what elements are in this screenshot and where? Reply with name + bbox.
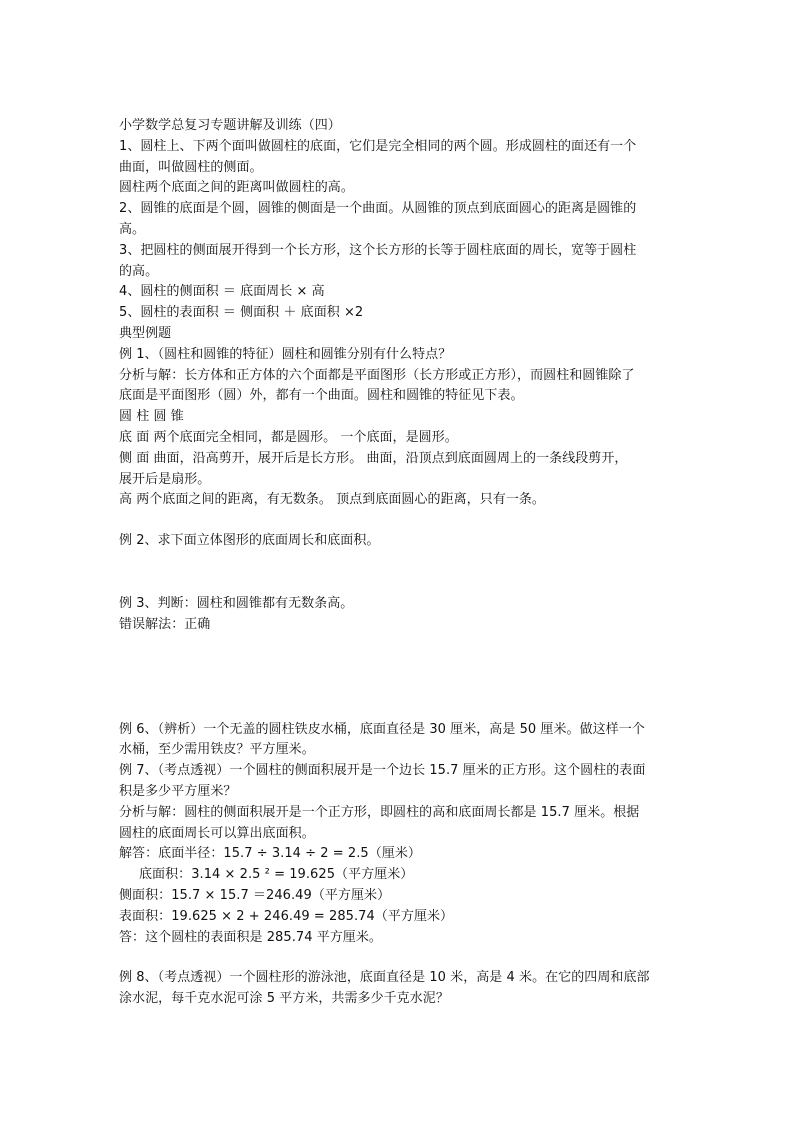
document-title: 小学数学总复习专题讲解及训练（四） [119,118,341,133]
example-6-line-2: 水桶，至少需用铁皮？平方厘米。 [119,742,315,758]
example-1-analysis-line-2: 底面是平面图形（圆）外，都有一个曲面。圆柱和圆锥的特征见下表。 [119,388,524,404]
example-7-line-2: 积是多少平方厘米？ [119,783,237,799]
comparison-row-height: 高 两个底面之间的距离，有无数条。 顶点到底面圆心的距离，只有一条。 [119,492,545,508]
example-3-wrong-solution: 错误解法：正确 [119,616,211,632]
example-7-analysis-line-2: 圆柱的底面周长可以算出底面积。 [119,825,315,841]
example-8-line-2: 涂水泥，每千克水泥可涂 5 平方米，共需多少千克水泥？ [119,991,449,1007]
example-1-analysis-line-1: 分析与解：长方体和正方体的六个面都是平面图形（长方形或正方形），而圆柱和圆锥除了 [119,367,635,383]
document-body [119,116,679,1010]
example-8-line-1: 例 8、（考点透视）一个圆柱形的游泳池，底面直径是 10 米，高是 4 米。在它的四周和底部 [119,970,650,986]
comparison-row-side-line-1: 侧 面 曲面，沿高剪开，展开后是长方形。 曲面，沿顶点到底面圆周上的一条线段剪开， [119,450,628,466]
example-7-solution-radius: 解答：底面半径：15.7 ÷ 3.14 ÷ 2 = 2.5（厘米） [119,846,421,862]
spacer [119,636,679,720]
point-4-formula: 4、圆柱的侧面积 ＝ 底面周长 × 高 [119,284,325,300]
point-1-line-3: 圆柱两个底面之间的距离叫做圆柱的高。 [119,180,354,196]
point-5-formula: 5、圆柱的表面积 ＝ 侧面积 ＋ 底面积 ×2 [119,305,364,321]
section-heading-examples: 典型例题 [119,325,172,341]
point-2-line-2: 高。 [119,221,146,237]
example-7-solution-side-area: 侧面积：15.7 × 15.7 ＝246.49（平方厘米） [119,887,391,903]
point-1-line-1: 1、圆柱上、下两个面叫做圆柱的底面，它们是完全相同的两个圆。形成圆柱的面还有一个 [119,138,637,154]
spacer [119,552,679,594]
comparison-row-side-line-2: 展开后是扇形。 [119,471,211,487]
comparison-row-base: 底 面 两个底面完全相同，都是圆形。 一个底面，是圆形。 [119,429,458,445]
example-6-line-1: 例 6、（辨析）一个无盖的圆柱铁皮水桶，底面直径是 30 厘米，高是 50 厘米。做这样一个 [119,721,645,737]
point-2-line-1: 2、圆锥的底面是个圆，圆锥的侧面是一个曲面。从圆锥的顶点到底面圆心的距离是圆锥的 [119,201,637,217]
example-3-question: 例 3、判断：圆柱和圆锥都有无数条高。 [119,595,354,611]
example-7-answer: 答：这个圆柱的表面积是 285.74 平方厘米。 [119,929,382,945]
point-3-line-2: 的高。 [119,263,159,279]
point-1-line-2: 曲面，叫做圆柱的侧面。 [119,159,263,175]
example-7-solution-base-area: 底面积：3.14 × 2.5 ² = 19.625（平方厘米） [139,867,414,883]
comparison-table-header: 圆 柱 圆 锥 [119,409,184,425]
example-2-question: 例 2、求下面立体图形的底面周长和底面积。 [119,533,380,549]
example-7-solution-surface-area: 表面积：19.625 × 2 + 246.49 = 285.74（平方厘米） [119,908,454,924]
spacer [119,948,679,968]
example-7-analysis-line-1: 分析与解：圆柱的侧面积展开是一个正方形，即圆柱的高和底面周长都是 15.7 厘米。根据 [119,804,640,820]
example-1-question: 例 1、（圆柱和圆锥的特征）圆柱和圆锥分别有什么特点？ [119,346,452,362]
point-3-line-1: 3、把圆柱的侧面展开得到一个长方形，这个长方形的长等于圆柱底面的周长，宽等于圆柱 [119,242,637,258]
spacer [119,511,679,531]
example-7-line-1: 例 7、（考点透视）一个圆柱的侧面积展开是一个边长 15.7 厘米的正方形。这个圆柱的表面 [119,763,646,779]
